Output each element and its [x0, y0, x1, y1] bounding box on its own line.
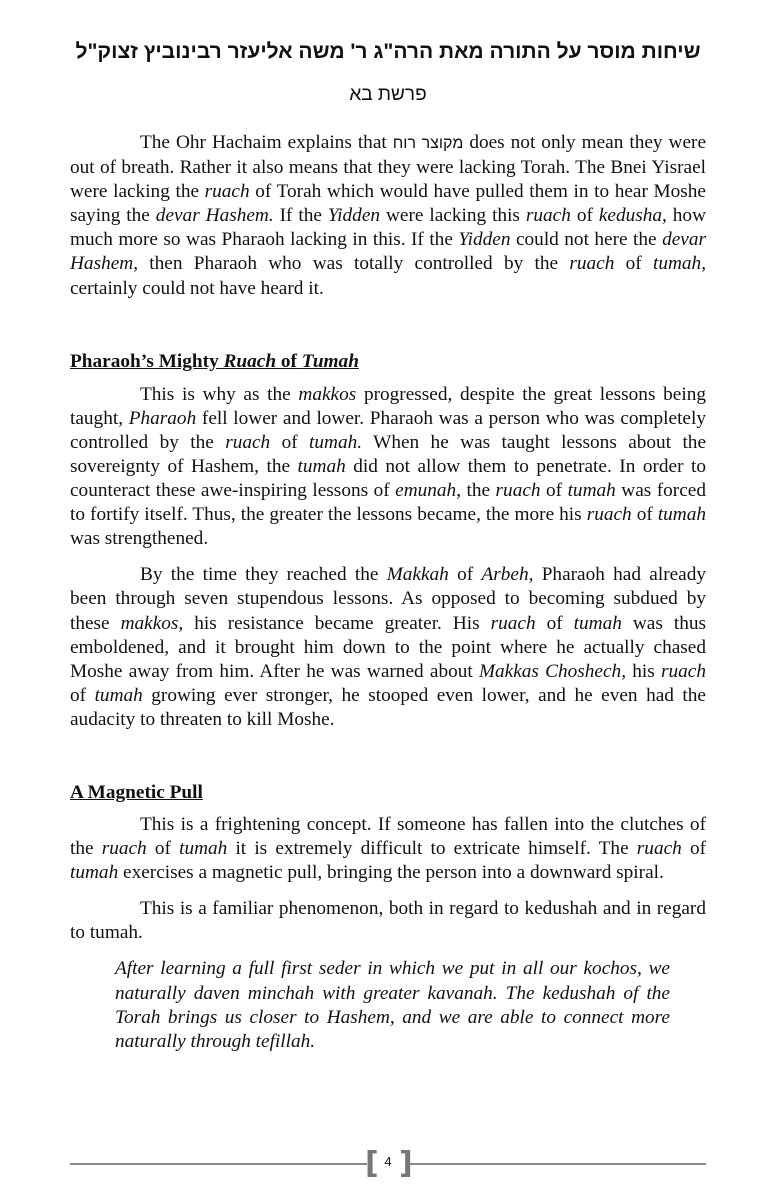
paragraph: [70, 897, 706, 945]
footer-rule-left: [70, 1163, 367, 1165]
text-segment: A Magnetic Pull: [70, 781, 203, 803]
italic-text: tumah: [179, 838, 228, 860]
text-segment: growing ever stronger, he stooped even lower, and he even had the audacity to threaten to kill Moshe.: [70, 684, 706, 730]
italic-text: ruach: [204, 181, 250, 203]
text-segment: of Torah which would have pulled them in to hear Moshe saying the: [70, 181, 706, 227]
italic-text: ruach: [101, 838, 147, 860]
text-segment: , then Pharaoh who was totally controlled by the: [133, 253, 570, 275]
paragraph: [70, 131, 706, 301]
text-segment: of: [631, 504, 658, 526]
text-segment: of: [448, 564, 482, 586]
text-segment: , the: [456, 480, 496, 502]
text-segment: of: [276, 350, 302, 372]
italic-text: kedusha,: [598, 205, 667, 227]
italic-text: Arbeh,: [481, 564, 534, 586]
italic-text: Yidden: [458, 229, 511, 251]
text-segment: , certainly could not have heard it.: [70, 253, 707, 299]
footer-rule-right: [409, 1163, 706, 1165]
italic-text: Makkah: [386, 564, 449, 586]
text-segment: does not only mean they were out of breath. Rather it also means that they were lacking Torah. The Bnei Yisrael were lacking the: [70, 132, 707, 203]
italic-text: ruach: [661, 660, 706, 682]
text-segment: was forced to fortify itself. Thus, the greater the lessons became, the more his: [70, 480, 706, 526]
italic-text: ruach: [586, 504, 632, 526]
running-header-title: שיחות מוסר על התורה מאת הרה"ג ר' משה אליעזר רבינוביץ זצוק"ל: [75, 40, 701, 63]
italic-text: tumah: [657, 504, 707, 526]
italic-text: Yidden: [327, 205, 381, 227]
text-segment: it is extremely difficult to extricate himself. The: [227, 838, 637, 860]
italic-text: makkos: [298, 383, 357, 405]
text-segment: could not here the: [510, 229, 663, 251]
block-quote: After learning a full first seder in which we put in all our kochos, we naturally daven minchah with greater kavanah. The kedushah of the Torah brings us closer to Hashem, and we are able to connect more naturally through tefillah.: [115, 958, 670, 1052]
text-segment: were lacking this: [380, 205, 526, 227]
text-segment: of: [570, 205, 599, 227]
italic-text: ruach: [636, 838, 682, 860]
text-segment: of: [535, 612, 574, 634]
paragraph: [70, 563, 706, 732]
text-segment: how much more so was Pharaoh lacking in this. If the: [70, 205, 706, 251]
text-segment: of: [146, 838, 180, 860]
italic-text: tumah: [70, 862, 119, 884]
right-bracket-icon: ]: [399, 1146, 413, 1181]
italic-text: tumah: [567, 480, 616, 502]
text-segment: of: [681, 838, 707, 860]
text-segment: If the: [273, 205, 328, 227]
italic-text: tumah.: [309, 431, 363, 453]
italic-text: devar Hashem: [70, 229, 706, 275]
italic-text: ruach: [569, 253, 615, 275]
section-heading: [70, 781, 706, 805]
text-segment: of: [540, 480, 568, 502]
italic-text: Makkas Choshech,: [478, 660, 627, 682]
italic-text: ruach: [490, 612, 536, 634]
text-segment: of: [614, 253, 653, 275]
text-segment: This is a frightening concept. If someone has fallen into the clutches of the: [70, 813, 706, 860]
text-segment: of: [70, 684, 95, 706]
text-segment: exercises a magnetic pull, bringing the person into a downward spiral.: [118, 862, 664, 884]
parsha-title: פרשת בא: [349, 84, 427, 105]
text-segment: was thus emboldened, and it brought him down to the point where he actually chased Moshe away from him. After he was warned about: [70, 612, 706, 682]
text-segment: When he was taught lessons about the sovereignty of Hashem, the: [70, 431, 707, 477]
text-segment: Pharaoh had already been through seven stupendous lessons. As opposed to becoming subdued by these: [70, 564, 707, 634]
text-segment: By the time they reached the: [140, 564, 387, 586]
italic-text: Ruach: [223, 350, 277, 372]
italic-text: Tumah: [301, 350, 359, 372]
paragraph: [70, 813, 706, 885]
text-segment: was strengthened.: [70, 528, 209, 550]
italic-text: Pharaoh: [128, 407, 197, 429]
italic-text: tumah: [297, 455, 346, 477]
text-segment: his: [626, 660, 661, 682]
text-segment: Pharaoh’s Mighty: [70, 350, 224, 372]
italic-text: tumah: [94, 684, 143, 706]
text-segment: did not allow them to penetrate. In order to counteract these awe-inspiring lessons of: [70, 455, 706, 502]
text-segment: progressed, despite the great lessons being taught,: [70, 383, 706, 429]
section-heading: [70, 350, 706, 374]
italic-text: devar Hashem.: [155, 205, 274, 227]
paragraph: [70, 383, 706, 552]
text-segment: This is a familiar phenomenon, both in regard to kedushah and in regard to tumah.: [70, 898, 706, 944]
text-segment: fell lower and lower. Pharaoh was a person who was completely controlled by the: [70, 407, 706, 453]
italic-text: tumah: [652, 253, 702, 275]
italic-text: tumah: [573, 612, 622, 634]
italic-text: ruach: [495, 480, 541, 502]
text-segment: The Ohr Hachaim explains that: [140, 132, 393, 153]
italic-text: ruach: [225, 431, 271, 453]
text-segment: his resistance became greater. His: [183, 612, 491, 634]
hebrew-phrase: מקוצר רוח: [392, 135, 464, 152]
italic-text: ruach: [525, 205, 571, 227]
page-number: 4: [384, 1154, 392, 1169]
text-segment: This is why as the: [140, 383, 299, 405]
text-segment: of: [270, 431, 310, 453]
italic-text: emunah: [395, 480, 457, 502]
italic-text: makkos,: [120, 612, 184, 634]
left-bracket-icon: [: [365, 1146, 379, 1181]
page-footer: [70, 1146, 706, 1181]
page-body: [70, 131, 706, 1054]
